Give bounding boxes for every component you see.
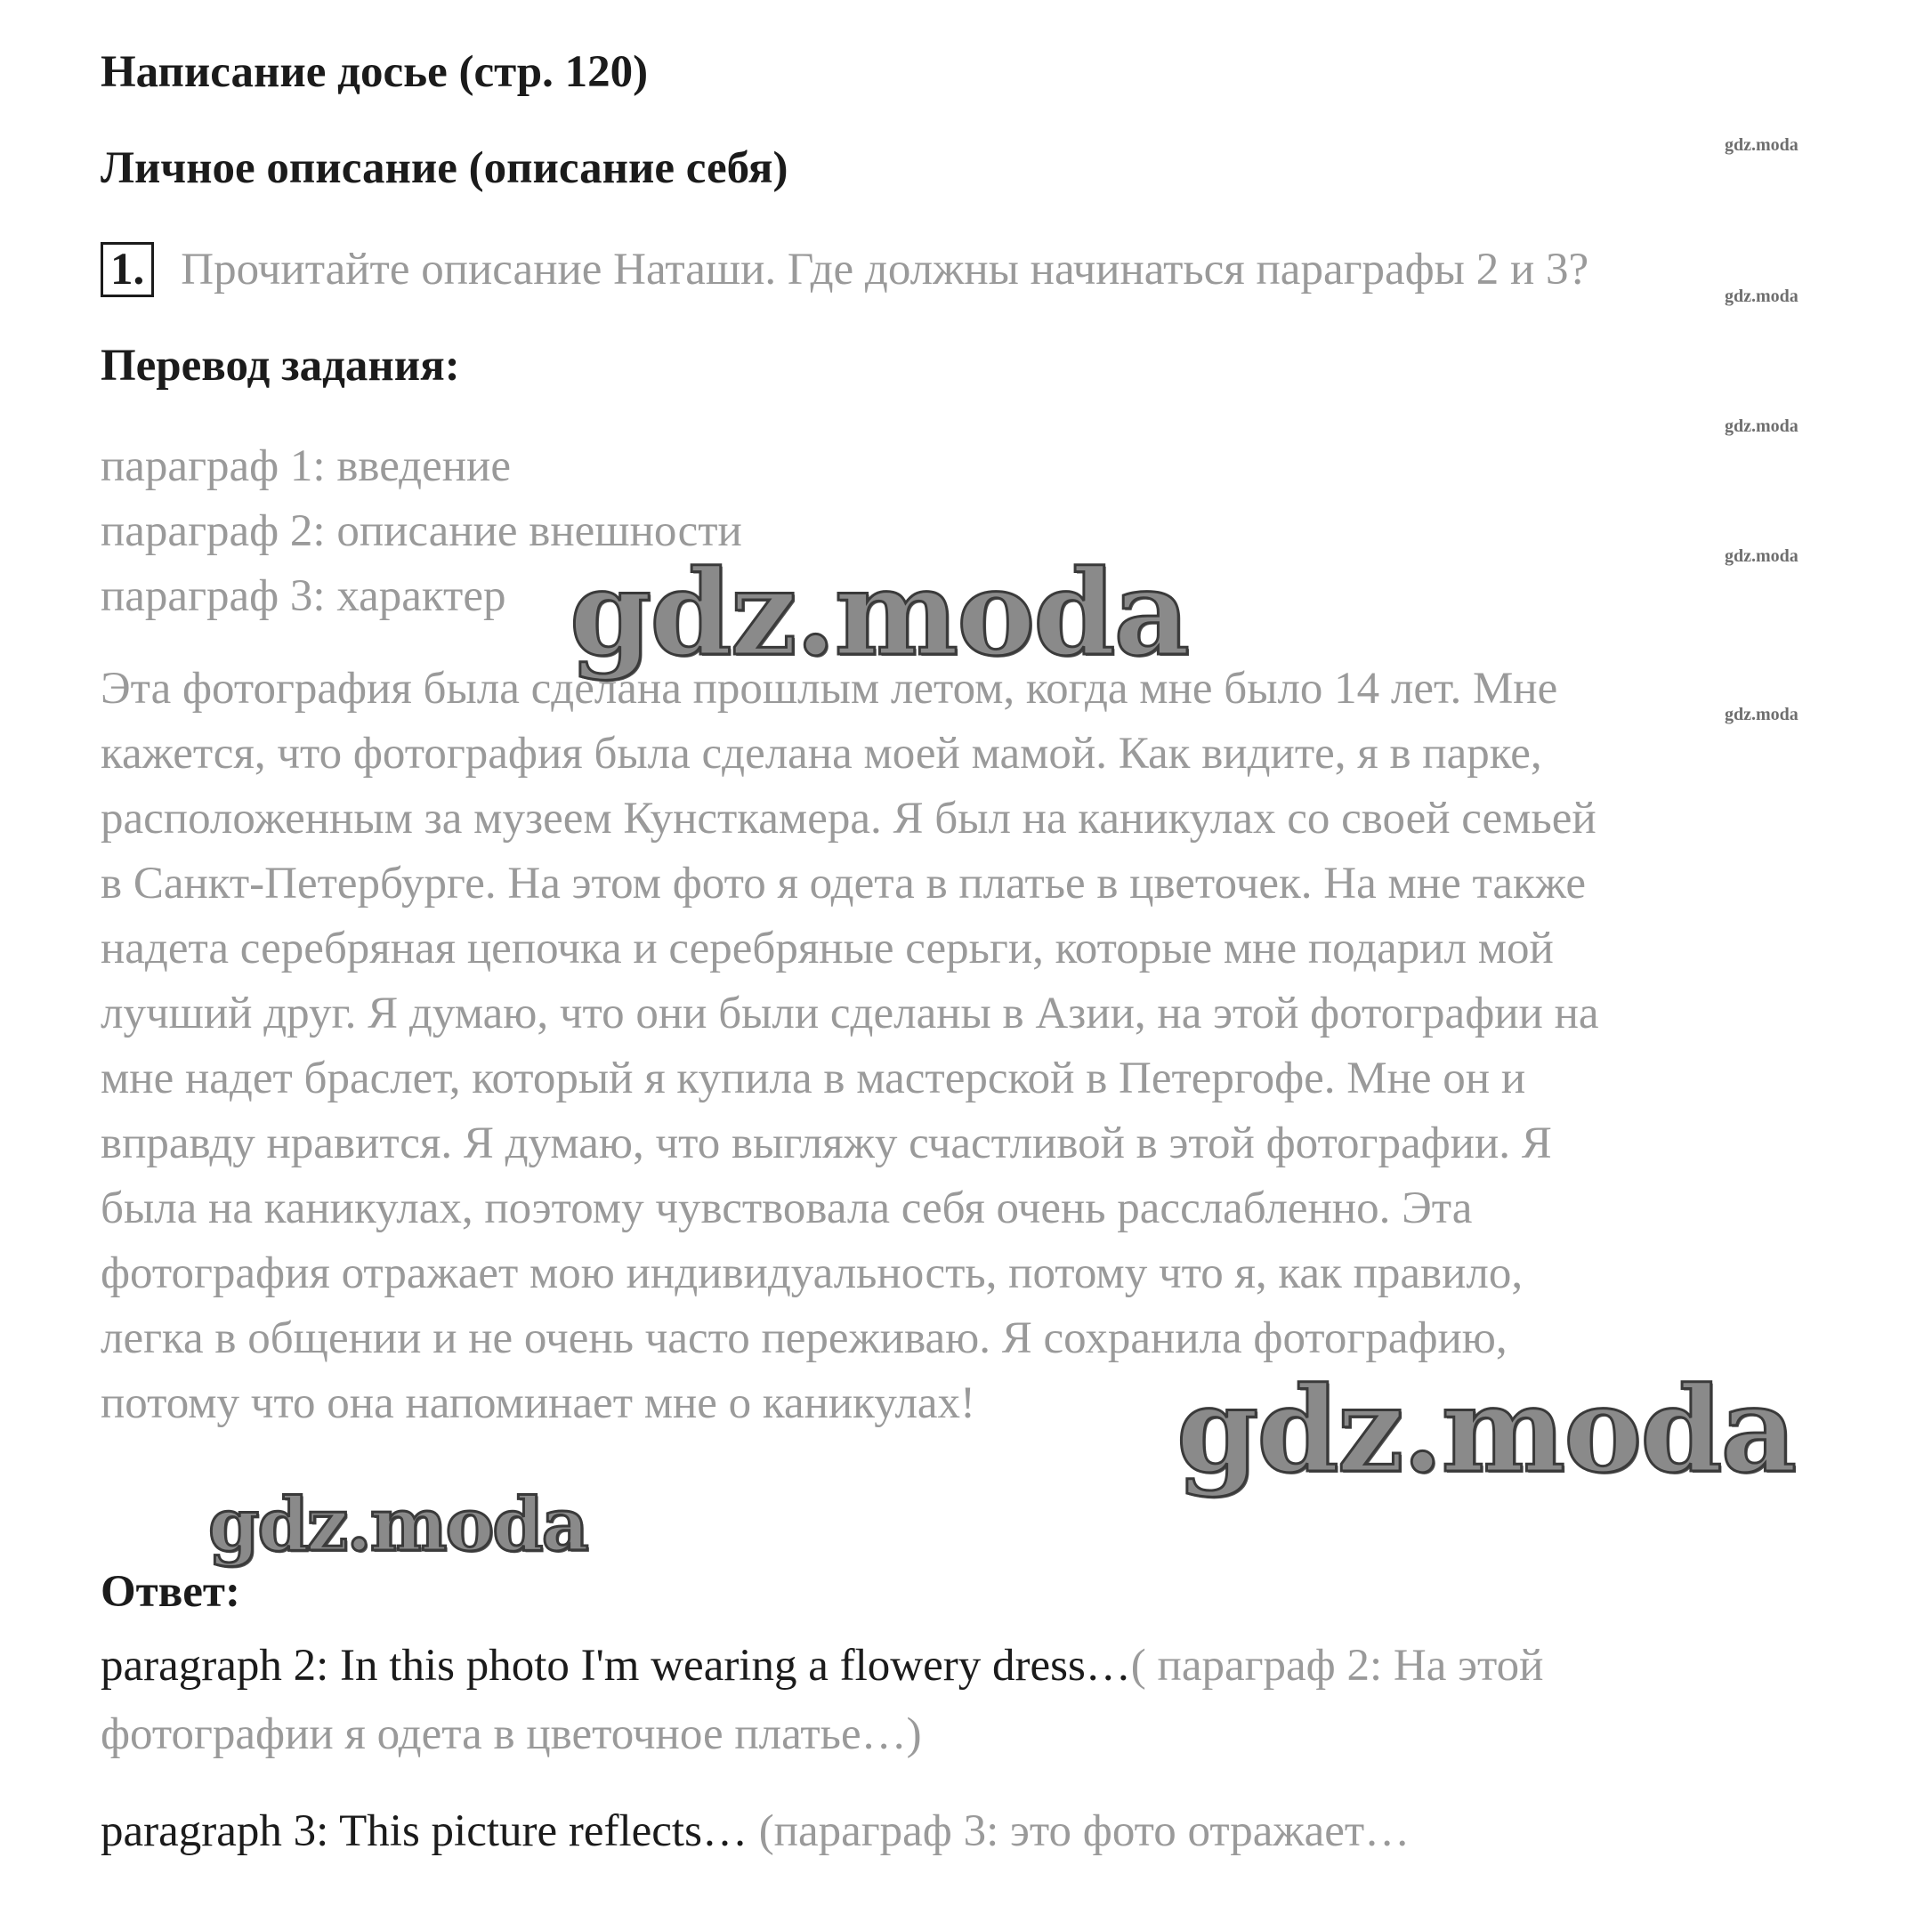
watermark-large: gdz.moda (570, 545, 1189, 682)
text-line: легка в общении и не очень часто переживаю. Я сохранила фотографию, (101, 1313, 1508, 1363)
text-line: была на каникулах, поэтому чувствовала себя очень расслабленно. Эта (101, 1183, 1473, 1233)
answer-p3-english: paragraph 3: This picture reflects… (101, 1806, 748, 1856)
task-block (101, 242, 1588, 297)
watermark-small: gdz.moda (1725, 287, 1799, 306)
list-item: параграф 1: введение (101, 441, 511, 491)
text-line: фотография отражает мою индивидуальность, потому что я, как правило, (101, 1248, 1524, 1298)
list-item: параграф 3: характер (101, 571, 506, 621)
answer-paragraph-3 (101, 1797, 1410, 1866)
translation-heading: Перевод задания: (101, 341, 460, 391)
text-line: расположенным за музеем Кунсткамера. Я был на каникулах со своей семьей (101, 794, 1597, 844)
text-line: потому что она напоминает мне о каникулах! (101, 1378, 976, 1428)
text-line: кажется, что фотография была сделана моей мамой. Как видите, я в парке, (101, 729, 1542, 779)
list-item: параграф 2: описание внешности (101, 506, 742, 556)
text-line: Эта фотография была сделана прошлым летом, когда мне было 14 лет. Мне (101, 664, 1558, 714)
watermark-small: gdz.moda (1725, 705, 1799, 724)
watermark-small: gdz.moda (1725, 135, 1799, 155)
answer-heading: Ответ: (101, 1567, 240, 1617)
answer-p2-russian: ( параграф 2: На этой (1130, 1641, 1544, 1691)
task-number: 1. (101, 242, 154, 297)
answer-paragraph-2 (101, 1632, 1543, 1769)
description-text (101, 657, 1871, 1436)
text-line: надета серебряная цепочка и серебряные серьги, которые мне подарил мой (101, 924, 1554, 973)
watermark-large: gdz.moda (1176, 1361, 1796, 1499)
watermark-small: gdz.moda (1725, 546, 1799, 566)
section-subtitle: Личное описание (описание себя) (101, 143, 788, 193)
answer-p2-russian-cont: фотографии я одета в цветочное платье…) (101, 1709, 922, 1759)
answer-p3-russian: (параграф 3: это фото отражает… (747, 1806, 1411, 1856)
answer-p2-english: paragraph 2: In this photo I'm wearing a flowery dress… (101, 1641, 1131, 1691)
text-line: вправду нравится. Я думаю, что выгляжу счастливой в этой фотографии. Я (101, 1119, 1552, 1168)
watermark-small: gdz.moda (1725, 416, 1799, 436)
page-title: Написание досье (стр. 120) (101, 47, 649, 97)
task-text: Прочитайте описание Наташи. Где должны начинаться параграфы 2 и 3? (181, 245, 1589, 295)
text-line: лучший друг. Я думаю, что они были сделаны в Азии, на этой фотографии на (101, 989, 1599, 1038)
watermark-large: gdz.moda (208, 1482, 587, 1568)
text-line: в Санкт-Петербурге. На этом фото я одета в платье в цветочек. На мне также (101, 859, 1586, 909)
text-line: мне надет браслет, который я купила в мастерской в Петергофе. Мне он и (101, 1054, 1526, 1103)
